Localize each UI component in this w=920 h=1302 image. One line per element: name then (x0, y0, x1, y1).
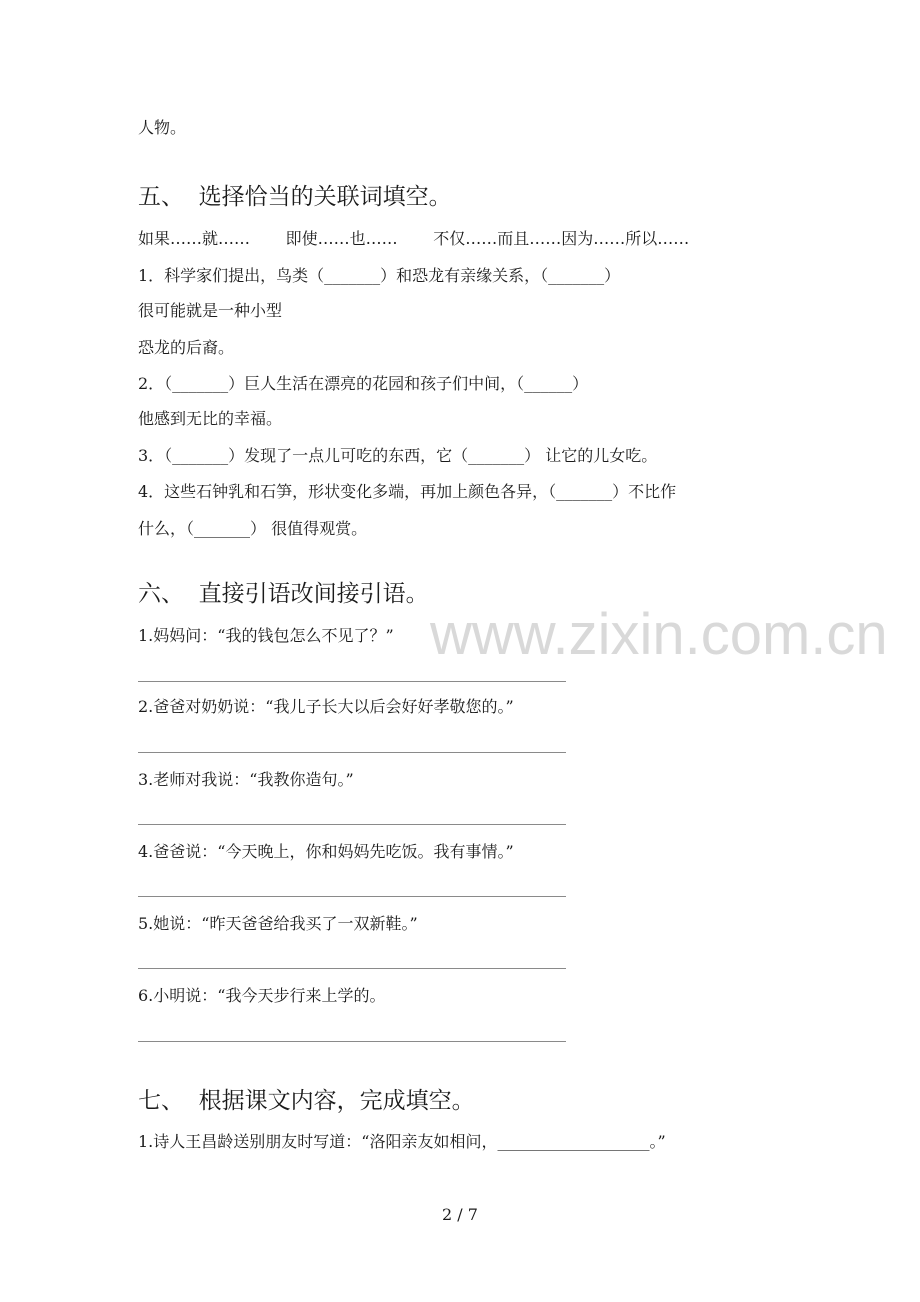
continued-text: 人物。 (138, 118, 187, 137)
section-7-heading: 七、 根据课文内容，完成填空。 (138, 1088, 475, 1114)
quote-item: 6.小明说：“我今天步行来上学的。 (138, 986, 386, 1005)
quote-item: 1.妈妈问：“我的钱包怎么不见了？” (138, 626, 394, 645)
section-5-heading: 五、 选择恰当的关联词填空。 (138, 184, 452, 210)
question-line: 恐龙的后裔。 (138, 338, 235, 357)
question-line: 什么，（_______） 很值得观赏。 (138, 519, 368, 538)
question-line: 2．（_______）巨人生活在漂亮的花园和孩子们中间，（______） (138, 374, 589, 393)
question-line: 1．科学家们提出，鸟类（_______）和恐龙有亲缘关系，（_______） (138, 266, 621, 285)
answer-line (138, 752, 566, 753)
conjunction-options: 如果……就…… 即使……也…… 不仅……而且……因为……所以…… (138, 229, 690, 248)
watermark: www.zixin.com.cn (430, 602, 888, 667)
question-line: 4．这些石钟乳和石笋，形状变化多端，再加上颜色各异，（_______）不比作 (138, 482, 677, 501)
answer-line (138, 681, 566, 682)
quote-item: 2.爸爸对奶奶说：“我儿子长大以后会好好孝敬您的。” (138, 697, 514, 716)
answer-line (138, 824, 566, 825)
question-line: 他感到无比的幸福。 (138, 409, 283, 428)
answer-line (138, 1041, 566, 1042)
quote-item: 3.老师对我说：“我教你造句。” (138, 770, 354, 789)
question-line: 3．（_______）发现了一点儿可吃的东西，它（_______） 让它的儿女吃。 (138, 446, 658, 465)
section-6-heading: 六、 直接引语改间接引语。 (138, 581, 429, 607)
question-line: 很可能就是一种小型 (138, 301, 283, 320)
quote-item: 4.爸爸说：“今天晚上，你和妈妈先吃饭。我有事情。” (138, 842, 514, 861)
answer-line (138, 968, 566, 969)
answer-line (138, 896, 566, 897)
fill-in-item: 1.诗人王昌龄送别朋友时写道：“洛阳亲友如相问，___________________。” (138, 1132, 666, 1151)
page-number: 2 / 7 (442, 1205, 478, 1224)
quote-item: 5.她说：“昨天爸爸给我买了一双新鞋。” (138, 914, 418, 933)
